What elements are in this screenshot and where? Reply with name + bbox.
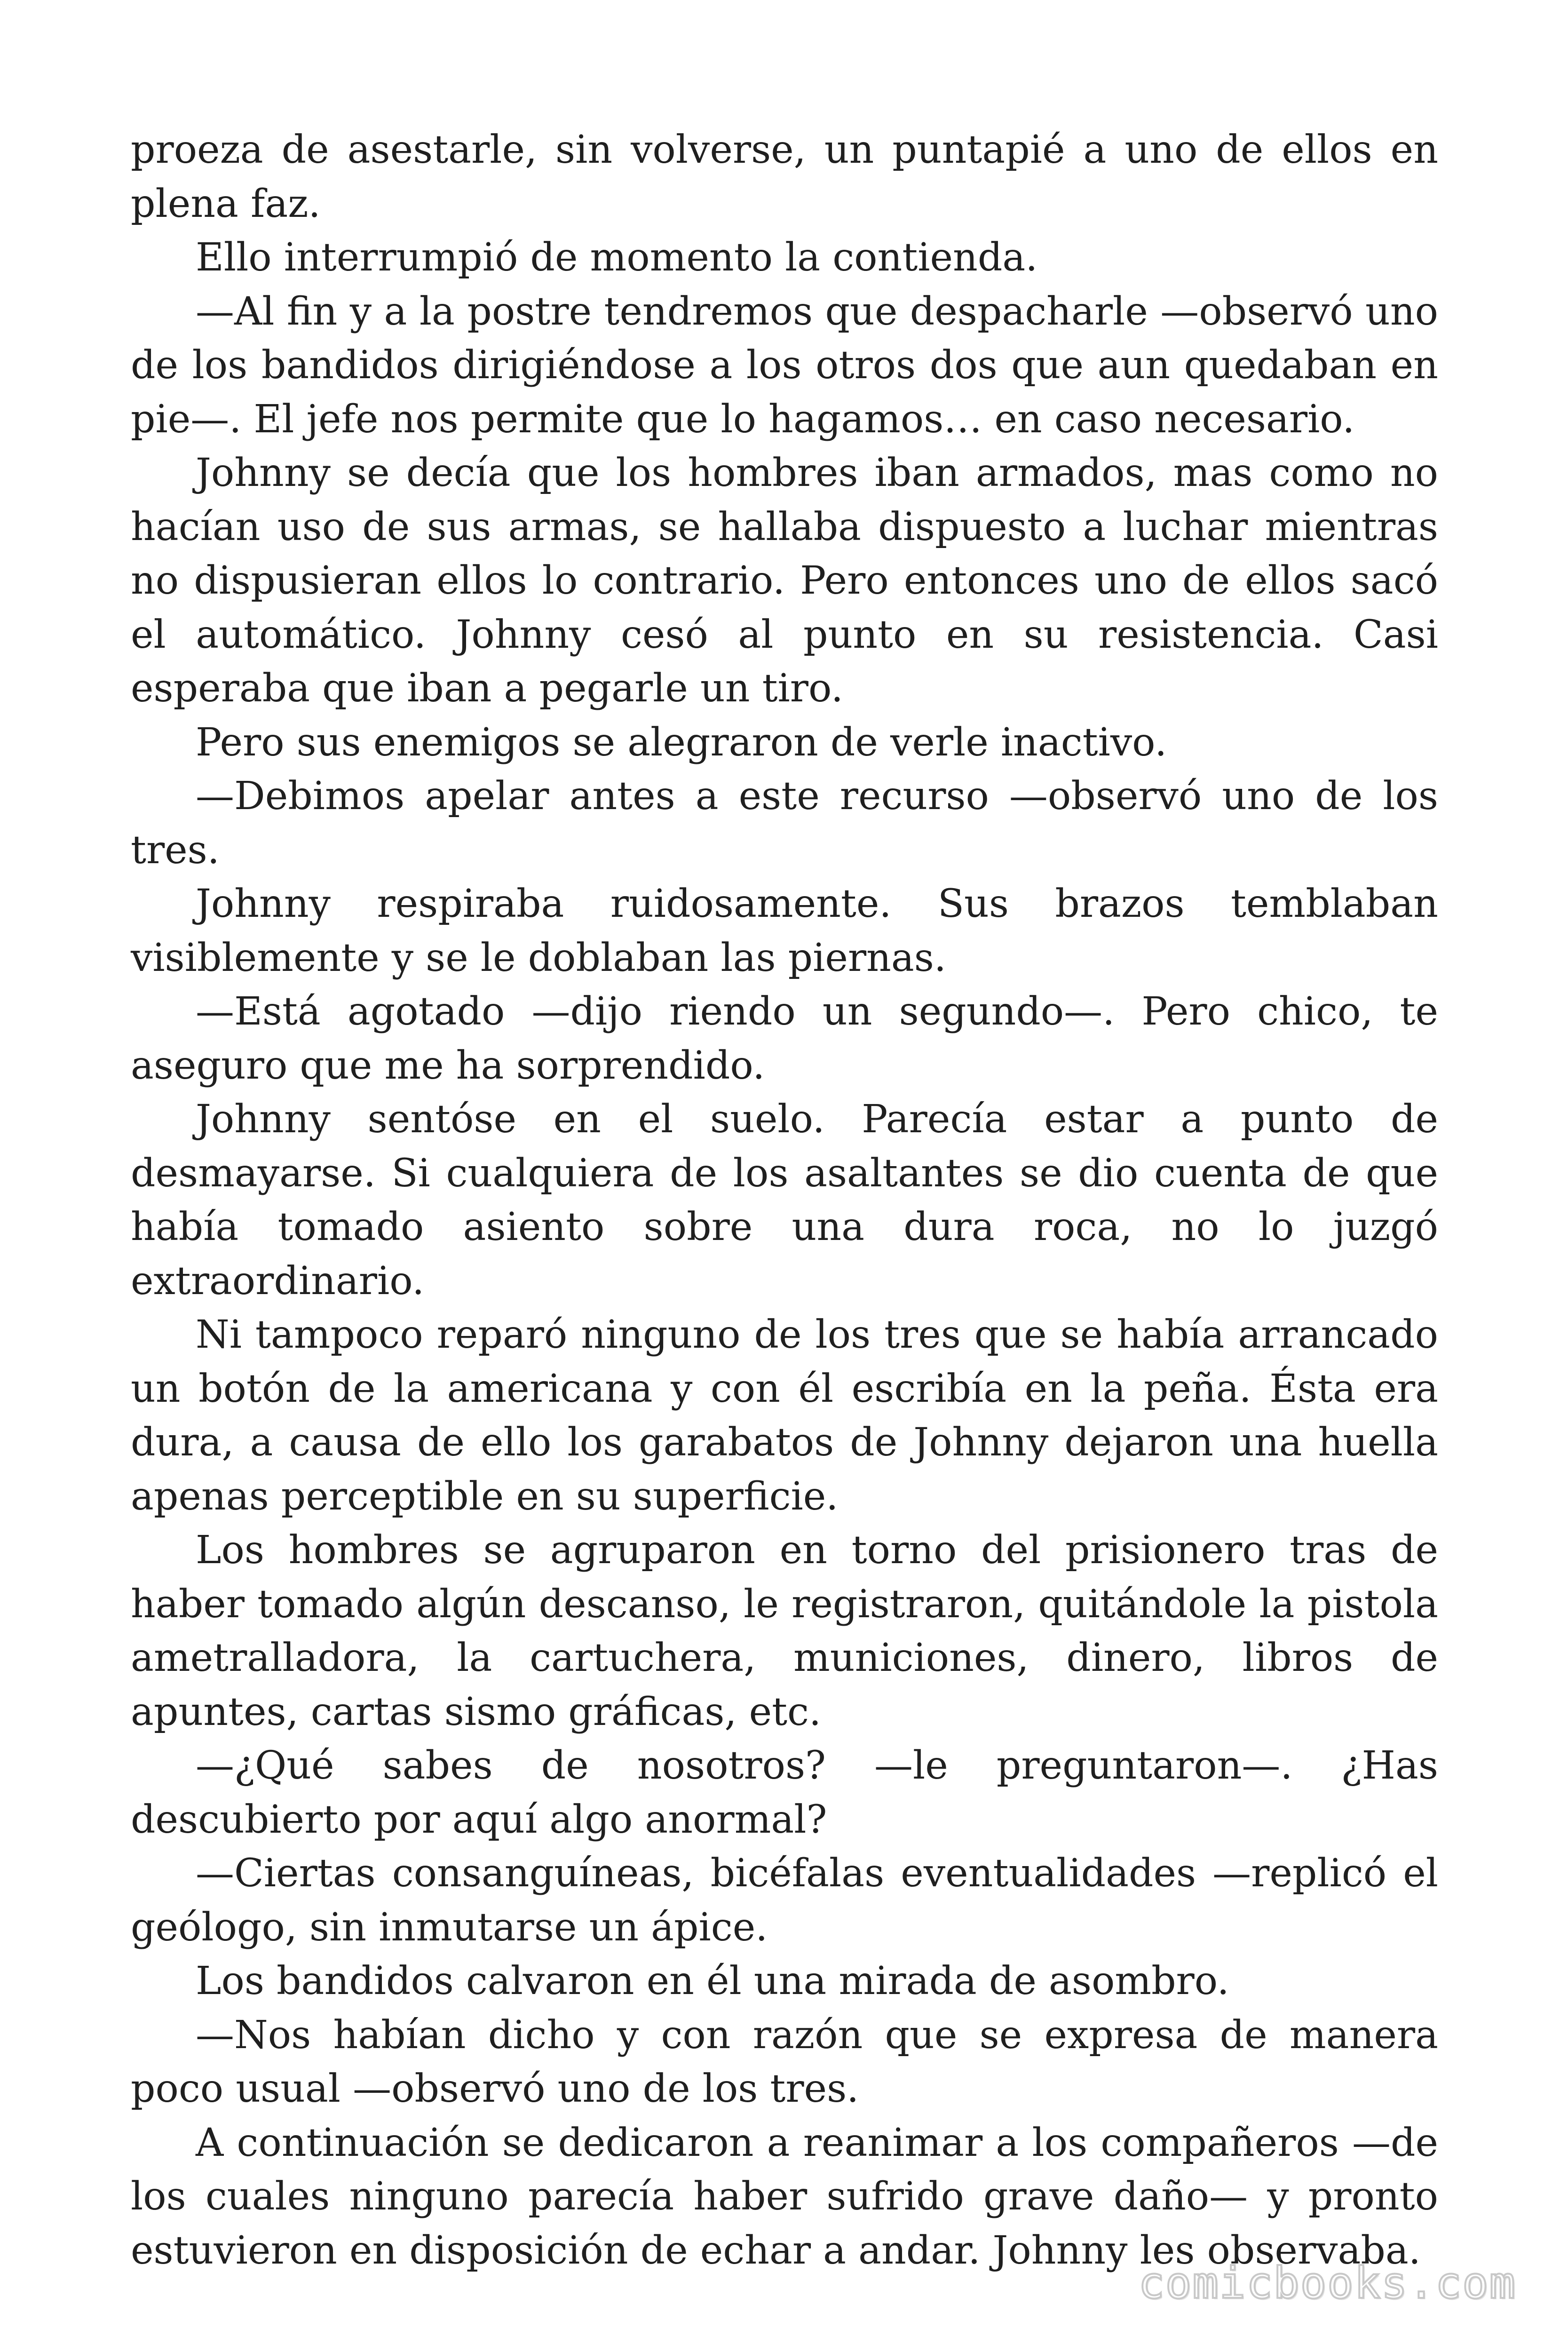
paragraph: —¿Qué sabes de nosotros? —le preguntaron—. ¿Has descubierto por aquí algo anormal?	[131, 1743, 1438, 1842]
paragraph: Pero sus enemigos se alegraron de verle inactivo.	[196, 720, 1167, 765]
paragraph: A continuación se dedicaron a reanimar a los compañeros —de los cuales ninguno parecía haber sufrido grave daño— y pronto estuvieron en disposición de echar a andar. Johnny les observaba.	[131, 2120, 1438, 2273]
paragraph: —Debimos apelar antes a este recurso —observó uno de los tres.	[131, 774, 1438, 873]
paragraph: Johnny respiraba ruidosamente. Sus brazos temblaban visiblemente y se le doblaban las piernas.	[131, 882, 1438, 980]
paragraph: —Ciertas consanguíneas, bicéfalas eventualidades —replicó el geólogo, sin inmutarse un ápice.	[131, 1851, 1438, 1950]
watermark-logo: comicbooks.com	[1138, 2258, 1516, 2308]
page-body-text	[131, 123, 1438, 2278]
paragraph: —Al fin y a la postre tendremos que despacharle —observó uno de los bandidos dirigiéndose a los otros dos que aun quedaban en pie—. El jefe nos permite que lo hagamos… en caso necesario.	[131, 289, 1438, 442]
paragraph: —Está agotado —dijo riendo un segundo—. Pero chico, te aseguro que me ha sorprendido.	[131, 989, 1438, 1088]
paragraph: Los bandidos calvaron en él una mirada de asombro.	[196, 1959, 1229, 2003]
paragraph: Los hombres se agruparon en torno del prisionero tras de haber tomado algún descanso, le registraron, quitándole la pistola ametralladora, la cartuchera, municiones, dinero, libros de apuntes, cartas sismo gráficas, etc.	[131, 1528, 1438, 1734]
paragraph: —Nos habían dicho y con razón que se expresa de manera poco usual —observó uno de los tres.	[131, 2012, 1438, 2111]
paragraph: Ni tampoco reparó ninguno de los tres que se había arrancado un botón de la americana y con él escribía en la peña. Ésta era dura, a causa de ello los garabatos de Johnny dejaron una huella apenas perceptible en su superficie.	[131, 1312, 1438, 1519]
paragraph: Johnny se decía que los hombres iban armados, mas como no hacían uso de sus armas, se hallaba dispuesto a luchar mientras no dispusieran ellos lo contrario. Pero entonces uno de ellos sacó el automático. Johnny cesó al punto en su resistencia. Casi esperaba que iban a pegarle un tiro.	[131, 451, 1438, 711]
paragraph: Ello interrumpió de momento la contienda.	[196, 235, 1038, 280]
paragraph-continued: proeza de asestarle, sin volverse, un puntapié a uno de ellos en plena faz.	[131, 127, 1438, 226]
paragraph: Johnny sentóse en el suelo. Parecía estar a punto de desmayarse. Si cualquiera de los asaltantes se dio cuenta de que había tomado asiento sobre una dura roca, no lo juzgó extraordinario.	[131, 1097, 1438, 1303]
